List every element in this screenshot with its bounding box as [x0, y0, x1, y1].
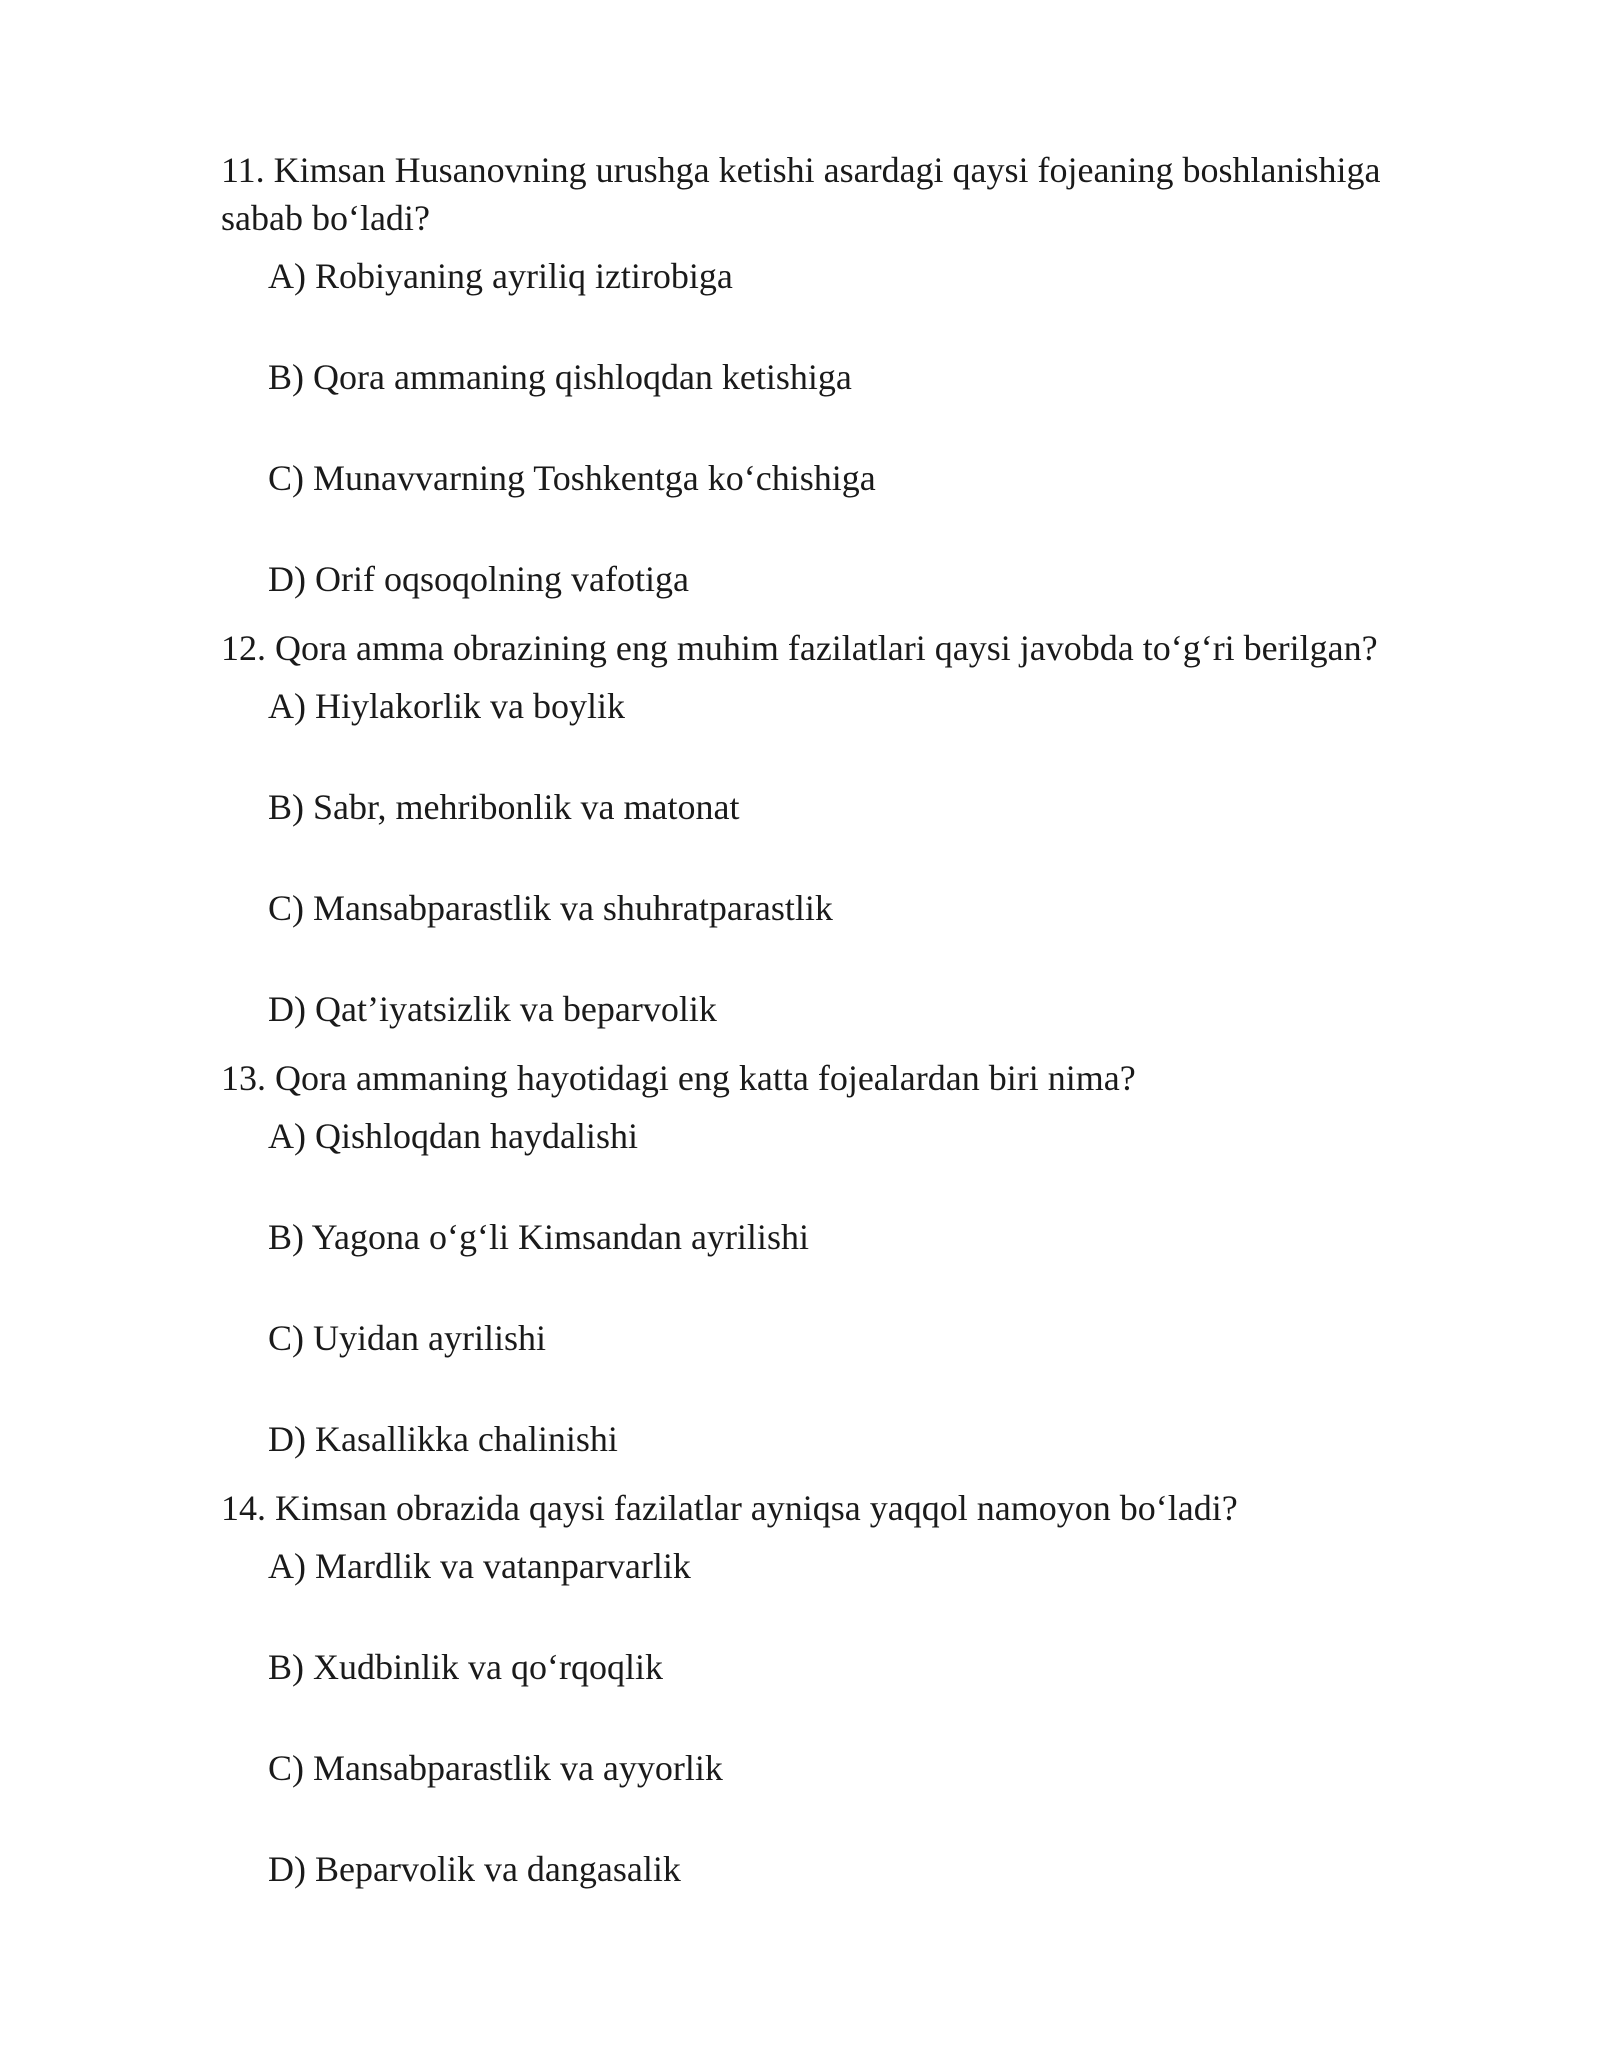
option-13-d: D) Kasallikka chalinishi	[268, 1419, 618, 1459]
option-13-b: B) Yagona oʻgʻli Kimsandan ayrilishi	[268, 1217, 809, 1257]
option-11-d: D) Orif oqsoqolning vafotiga	[268, 559, 689, 599]
question-12: 12. Qora amma obrazining eng muhim fazilatlari qaysi javobda toʻgʻri berilgan?	[221, 628, 1378, 668]
option-11-b: B) Qora ammaning qishloqdan ketishiga	[268, 357, 852, 397]
option-11-a: A) Robiyaning ayriliq iztirobiga	[268, 256, 733, 296]
option-12-a: A) Hiylakorlik va boylik	[268, 686, 625, 726]
option-14-b: B) Xudbinlik va qoʻrqoqlik	[268, 1647, 663, 1687]
option-13-a: A) Qishloqdan haydalishi	[268, 1116, 638, 1156]
question-13: 13. Qora ammaning hayotidagi eng katta fojealardan biri nima?	[221, 1058, 1136, 1098]
option-11-c: C) Munavvarning Toshkentga koʻchishiga	[268, 458, 876, 498]
question-14: 14. Kimsan obrazida qaysi fazilatlar ayniqsa yaqqol namoyon boʻladi?	[221, 1488, 1238, 1528]
option-12-b: B) Sabr, mehribonlik va matonat	[268, 787, 740, 827]
option-13-c: C) Uyidan ayrilishi	[268, 1318, 546, 1358]
option-14-d: D) Beparvolik va dangasalik	[268, 1849, 681, 1889]
question-11: 11. Kimsan Husanovning urushga ketishi asardagi qaysi fojeaning boshlanishiga sabab boʻladi?	[221, 150, 1381, 238]
option-12-c: C) Mansabparastlik va shuhratparastlik	[268, 888, 833, 928]
option-12-d: D) Qat’iyatsizlik va beparvolik	[268, 989, 717, 1029]
option-14-a: A) Mardlik va vatanparvarlik	[268, 1546, 691, 1586]
option-14-c: C) Mansabparastlik va ayyorlik	[268, 1748, 723, 1788]
